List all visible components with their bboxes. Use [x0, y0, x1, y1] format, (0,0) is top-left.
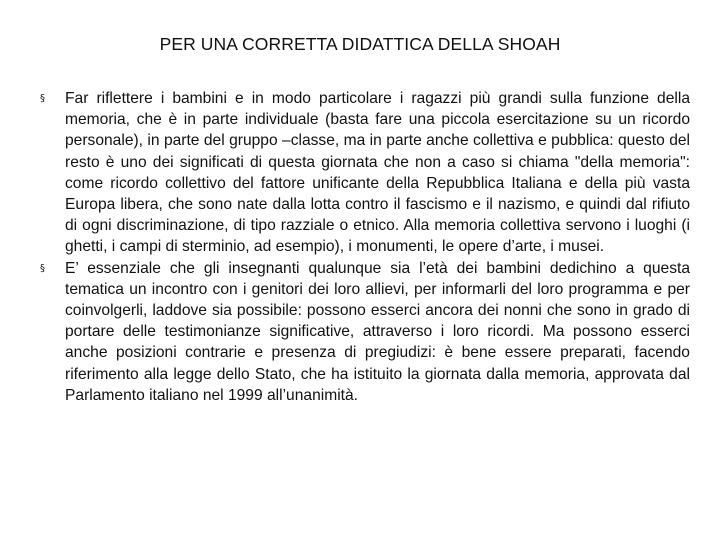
bullet-marker-icon: § [40, 93, 45, 104]
bullet-text: E’ essenziale che gli insegnanti qualunque sia l’età dei bambini dedichino a questa tematica un incontro con i genitori dei loro allievi, per informarli del loro programma e per coinvolgerli, laddove sia possibile: possono esserci ancora dei nonni che sono in grado di portare delle testimonianze significative, attraverso i loro ricordi. Ma possono esserci anche posizioni contrarie e presenza di pregiudizi: è bene essere preparati, facendo riferimento alla legge dello Stato, che ha istituito la giornata dalla memoria, approvata dal Parlamento italiano nel 1999 all’unanimità. [65, 259, 690, 404]
slide-title: PER UNA CORRETTA DIDATTICA DELLA SHOAH [159, 34, 561, 54]
bullet-marker-icon: § [40, 262, 45, 274]
bullet-list [38, 88, 690, 406]
bullet-text: Far riflettere i bambini e in modo particolare i ragazzi più grandi sulla funzione della memoria, che è in parte individuale (basta fare una piccola esercitazione su un ricordo personale), in parte del gruppo –classe, ma in parte anche collettiva e pubblica: questo del resto è uno dei significati di questa giornata che non a caso si chiama "della memoria": come ricordo collettivo del fattore unificante della Repubblica Italiana e della più vasta Europa libera, che sono nate dalla lotta contro il fascismo e il nazismo, e quindi dal rifiuto di ogni discriminazione, di tipo razziale o etnico. Alla memoria collettiva servono i luoghi (i ghetti, i campi di sterminio, ad esempio), i monumenti, le opere d’arte, i musei. [65, 90, 690, 256]
bullet-item [38, 258, 690, 406]
bullet-item [38, 88, 690, 258]
